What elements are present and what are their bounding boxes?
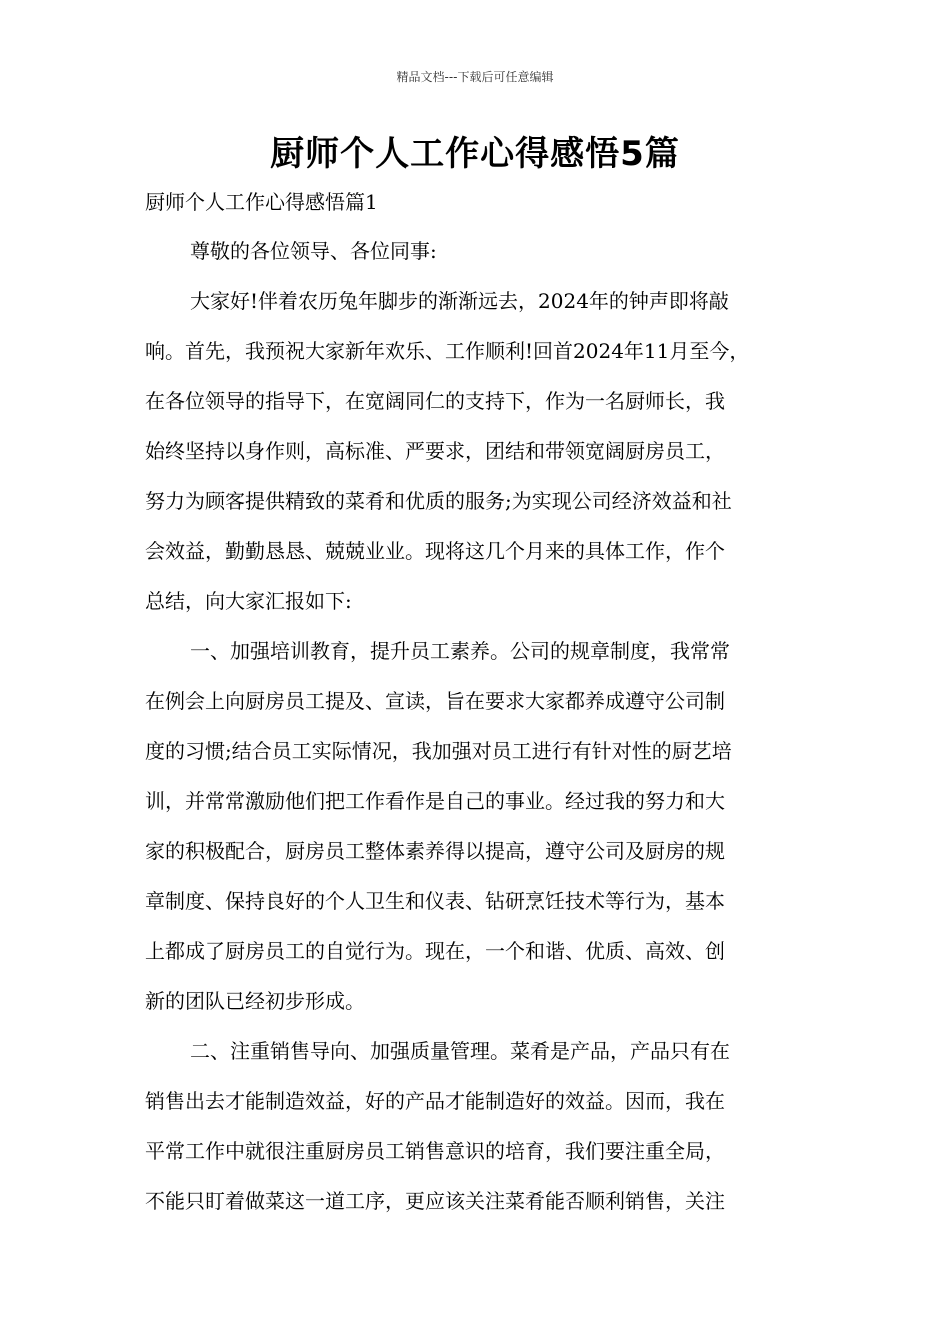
header-note: 精品文档---下载后可任意编辑 — [396, 70, 554, 84]
body-line: 在例会上向厨房员工提及、宣读，旨在要求大家都养成遵守公司制 — [145, 689, 725, 713]
body-line: 二、注重销售导向、加强质量管理。菜肴是产品，产品只有在 — [190, 1039, 730, 1063]
body-line: 始终坚持以身作则，高标准、严要求，团结和带领宽阔厨房员工， — [145, 439, 725, 463]
body-line: 家的积极配合，厨房员工整体素养得以提高，遵守公司及厨房的规 — [145, 839, 725, 863]
document-title: 厨师个人工作心得感悟5篇 — [270, 134, 680, 174]
body-line: 在各位领导的指导下，在宽阔同仁的支持下，作为一名厨师长，我 — [145, 389, 725, 413]
body-line: 销售出去才能制造效益，好的产品才能制造好的效益。因而，我在 — [145, 1089, 725, 1113]
body-line: 训，并常常激励他们把工作看作是自己的事业。经过我的努力和大 — [145, 789, 725, 813]
body-line: 尊敬的各位领导、各位同事: — [190, 239, 437, 263]
body-line: 响。首先，我预祝大家新年欢乐、工作顺利!回首2024年11月至今， — [145, 339, 750, 363]
body-line: 新的团队已经初步形成。 — [145, 989, 365, 1013]
body-line: 努力为顾客提供精致的菜肴和优质的服务;为实现公司经济效益和社 — [145, 489, 732, 513]
body-line: 平常工作中就很注重厨房员工销售意识的培育，我们要注重全局， — [145, 1139, 725, 1163]
section-subtitle: 厨师个人工作心得感悟篇1 — [145, 190, 378, 214]
body-line: 上都成了厨房员工的自觉行为。现在，一个和谐、优质、高效、创 — [145, 939, 725, 963]
body-line: 总结，向大家汇报如下: — [145, 589, 352, 613]
body-line: 会效益，勤勤恳恳、兢兢业业。现将这几个月来的具体工作，作个 — [145, 539, 725, 563]
body-line: 一、加强培训教育，提升员工素养。公司的规章制度，我常常 — [190, 639, 730, 663]
body-line: 不能只盯着做菜这一道工序，更应该关注菜肴能否顺利销售，关注 — [145, 1189, 725, 1213]
body-line: 章制度、保持良好的个人卫生和仪表、钻研烹饪技术等行为，基本 — [145, 889, 725, 913]
body-line: 大家好!伴着农历兔年脚步的渐渐远去，2024年的钟声即将敲 — [190, 289, 729, 313]
body-line: 度的习惯;结合员工实际情况，我加强对员工进行有针对性的厨艺培 — [145, 739, 732, 763]
